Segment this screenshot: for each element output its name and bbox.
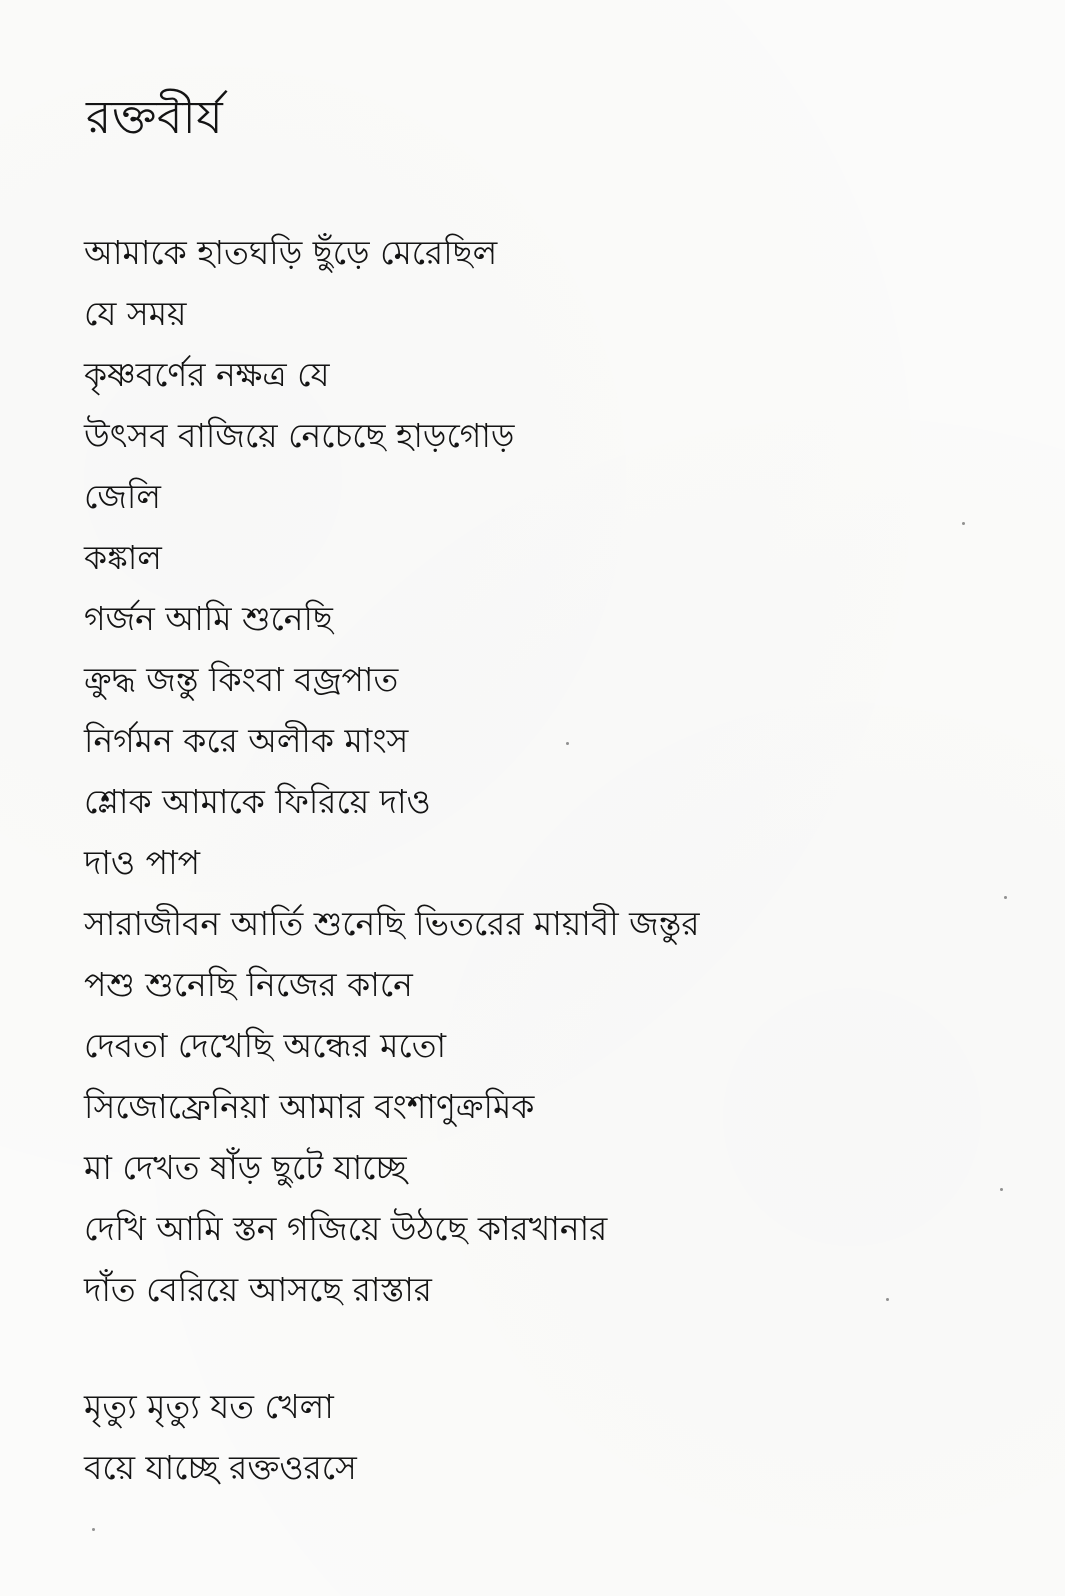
scan-speck bbox=[962, 522, 965, 525]
poem-line: জেলি bbox=[84, 477, 161, 516]
poem-line: সিজোফ্রেনিয়া আমার বংশাণুক্রমিক bbox=[84, 1087, 535, 1126]
poem-line: দেবতা দেখেছি অন্ধের মতো bbox=[84, 1026, 447, 1065]
stanza-1 bbox=[84, 222, 700, 1320]
poem-line: মৃত্যু মৃত্যু যত খেলা bbox=[84, 1387, 334, 1426]
poem-line: পশু শুনেছি নিজের কানে bbox=[84, 965, 413, 1004]
poem-line: বয়ে যাচ্ছে রক্তওরসে bbox=[84, 1448, 357, 1487]
poem-line: গর্জন আমি শুনেছি bbox=[84, 599, 333, 638]
poem-line: দাঁত বেরিয়ে আসছে রাস্তার bbox=[84, 1270, 432, 1309]
poem-line: ক্রুদ্ধ জন্তু কিংবা বজ্রপাত bbox=[84, 660, 399, 699]
poem-line: দাও পাপ bbox=[84, 843, 201, 882]
poem-line: দেখি আমি স্তন গজিয়ে উঠছে কারখানার bbox=[84, 1209, 608, 1248]
scan-speck bbox=[886, 1298, 889, 1301]
poem-title: রক্তবীর্য bbox=[86, 90, 224, 144]
poem-line: সারাজীবন আর্তি শুনেছি ভিতরের মায়াবী জন্তুর bbox=[84, 904, 700, 943]
poem-line: মা দেখত ষাঁড় ছুটে যাচ্ছে bbox=[84, 1148, 407, 1187]
scan-speck bbox=[566, 742, 569, 745]
poem-line: কৃষ্ণবর্ণের নক্ষত্র যে bbox=[84, 355, 330, 394]
poem-line: কঙ্কাল bbox=[84, 538, 162, 577]
scan-speck bbox=[1004, 896, 1007, 899]
poem-line: শ্লোক আমাকে ফিরিয়ে দাও bbox=[84, 782, 431, 821]
scan-speck bbox=[92, 1528, 95, 1531]
scan-speck bbox=[1000, 1188, 1003, 1191]
poem-line: উৎসব বাজিয়ে নেচেছে হাড়গোড় bbox=[84, 416, 515, 455]
poem-line: যে সময় bbox=[84, 294, 187, 333]
poem-line: নির্গমন করে অলীক মাংস bbox=[84, 721, 409, 760]
poem-line: আমাকে হাতঘড়ি ছুঁড়ে মেরেছিল bbox=[84, 233, 498, 272]
stanza-2 bbox=[84, 1376, 357, 1498]
